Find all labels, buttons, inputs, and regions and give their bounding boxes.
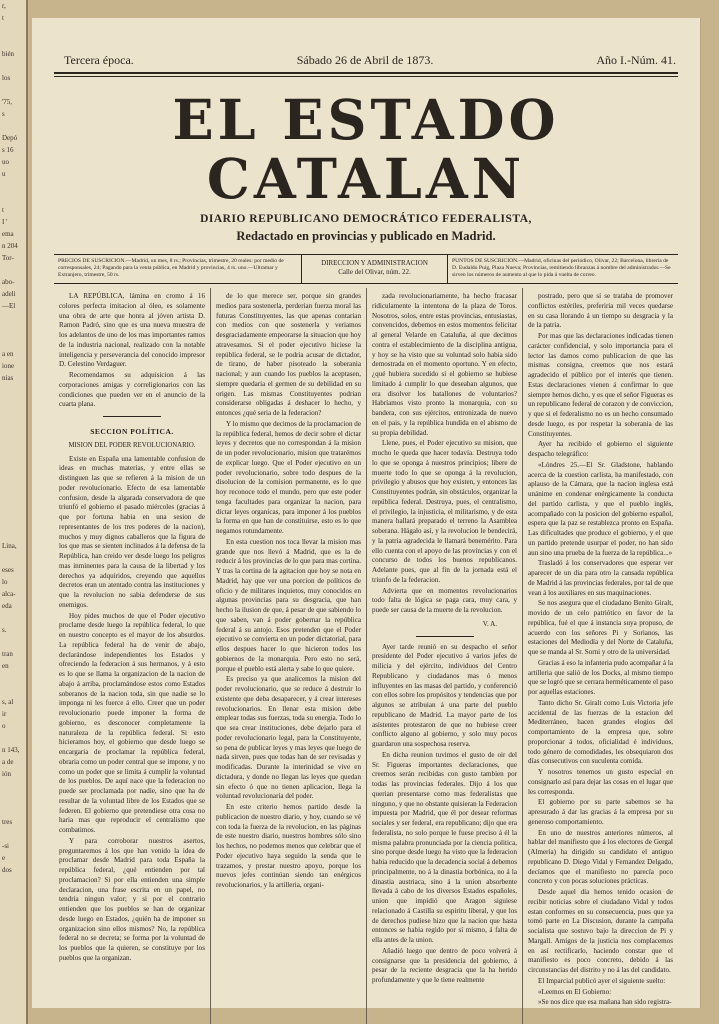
prev-page-fragment: t — [2, 14, 4, 22]
prev-page-fragment — [0, 900, 26, 912]
dateline — [42, 18, 690, 68]
article-paragraph: Y nosotros tenemos un gusto especial en consignarlo así para dejar las cosas en el lugar que les corresponda. — [528, 768, 673, 796]
prev-page-fragment: r, — [2, 2, 6, 10]
prev-page-fragment: t — [2, 206, 4, 214]
prev-page-fragment — [0, 36, 26, 48]
newspaper-page — [32, 18, 700, 1008]
article-paragraph: En dicha reunion tuvimos el gusto de oir del Sr. Figueras importantes declaraciones, que creemos serán recibidas con gusto tambien por todas las provincias federales. Dijo á los que querian presentarse como mas federalistas que ninguno, y que no obstante quisieran la Federacion impuesta por Madrid, que él por desear reformas sociales y ser federal, era republicano; dijo que era federalista, no solo porque le fuese preciso á él la misma palabra pronunciada por la ciencia politica, sino porque desde luego ha visto que la federacion habia reducido que la decadencia social á debemos principalmente, no á la dinastia borbónica, no á la dinastia austriaca, sino á la union absorbente llevada á cabo de los diversos Estados españoles, union que impidió que Aragon siguiese relacionado á Castilla su espiritu liberal, y que los de derechos pudiese hizo que la nacion que hasta entonces se habia regido por sí mismo, á falta de ella antes de la union. — [372, 750, 517, 944]
article-paragraph: LA REPÚBLICA, lámina en cromo á 16 colores perfecta imitacion al óleo, es solamente una obra de arte que honra al jóven artista D. Ramon Padró, sino que es una nueva muestra de los adelantos de uno de los mas importantes ramos de la industria nacional, realizado con la notable inteligencia y perseverancia del conocido impresor D. Celestino Verdaguer. — [59, 292, 205, 369]
prev-page-fragment — [0, 444, 26, 456]
previous-page-edge — [0, 0, 28, 1024]
prev-page-fragment — [0, 684, 26, 696]
prev-page-fragment — [0, 828, 26, 840]
prev-page-fragment — [0, 384, 26, 396]
issue-number: Año I.-Núm. 41. — [596, 53, 676, 67]
article-paragraph: Ayer tarde reunió en su despacho el señor presidente del Poder ejecutivo á varios jefes de milicia y del ejército, individuos del Centro Republicano y ciudadanos mas ó menos influyentes en las masas del partido, y conferenció con ellos sobre los propósitos y tendencias que por algunos se atribuian á una parte del pueblo republicano de Madrid. La mayor parte de los asistentes protestaron de que no hubiese creer conflicto alguno al gobierno, y solo muy pocos guardaron una sospechosa reserva. — [372, 642, 517, 748]
prev-page-fragment: ione — [2, 362, 15, 370]
article-paragraph: Añadió luego que dentro de poco volverá á consignarse que la presidencia del gobierno, á pesar de la reciente desgracia que la ha herido profundamente y que le tiene realmente — [372, 946, 517, 984]
prev-page-fragment — [0, 192, 26, 204]
prev-page-fragment: —El — [2, 302, 16, 310]
prev-page-fragment: adeli — [2, 290, 16, 298]
prev-page-fragment — [0, 24, 26, 36]
administration-box — [301, 255, 448, 283]
prev-page-fragment: ión — [2, 770, 11, 778]
prev-page-fragment — [0, 480, 26, 492]
article-paragraph: «Lóndres 25.—El Sr. Gladstone, hablando acerca de la cuestion carlista, ha manifestado, con aplauso de la Cámara, que la nacion inglesa está unánime en condenar enérgicamente la conducta del partido carlista, y que el pueblo inglés, acompañado con la posicion del gobierno español, espera que la paz se restablezca pronto en España. Las dificultades que produce el gobierno, y el que un partido pretende usurpar el poder, no han sido aun sino una prueba de la fuerza de la república...» — [528, 460, 673, 557]
prev-page-fragment: en — [2, 662, 9, 670]
prev-page-fragment: a de — [2, 758, 14, 766]
column-2 — [210, 288, 366, 1024]
prev-page-fragment — [0, 612, 26, 624]
prev-page-fragment — [0, 180, 26, 192]
prev-page-fragment — [0, 876, 26, 888]
article-paragraph: Existe en España una lamentable confusion de ideas en muchas materias, y entre ellas se distinguen las que se refieren á la mision de un poder revolucionario. Efecto de esa lamentable confusion, desde la algarada conservadora de que triunfó el gobierno el pasado miércoles (gracias á que por fortuna habia en una sesion de representantes de los tres poderes de la nacion), muchos y muy dignos caballeros que la figura de los que mas se sienten inclinados á la defensa de la República, han creido ver desde luego los peligros mas inminentes para la causa de la libertad y los derechos ya adquiridos, creyendo que aquellos decretos eran un atentado contra las instituciones y que la revolucion no sabia defenderse de sus enemigos. — [59, 454, 205, 609]
article-paragraph: Advierta que en momentos revolucionarios todo falta de lógica se paga cara, muy cara, y puede ser causa de la muerte de la revolucion. — [372, 586, 517, 614]
prev-page-fragment — [0, 732, 26, 744]
masthead-subtitle: DIARIO REPUBLICANO DEMOCRÁTICO FEDERALISTA, — [200, 213, 532, 225]
prev-page-fragment: u — [2, 170, 6, 178]
prev-page-fragment: alca- — [2, 590, 16, 598]
prev-page-fragment: tres — [2, 818, 13, 826]
article-paragraph: Y lo mismo que decimos de la proclamacion de la república federal, hemos de decir sobre el dictar leyes y decretos que no correspondan á la mision de un poder revolucionario, mision que tratarémos de explicar luego. Que el Poder ejecutivo en un poder revolucionario, sobre todo despues de la disolucion de la comision permanente, es lo que hoy reconoce todo el mundo, pero que este poder tenga facultades para organizar la nacion, para dictar leyes organicas, para imponer á los pueblos la forma en que han de constituirse, esto es lo que negamos rotundamente. — [216, 419, 361, 535]
prev-page-fragment — [0, 792, 26, 804]
subscription-points: PUNTOS DE SUSCRICION.—Madrid, oficinas del periódico, Olivar, 22; Barcelona, librería de D. Eudaldo Puig, Plaza Nueva; Provincias, remitiendo libranzas á nombre del administrador.—Se sirven los números de aumento al que lo pida á vuelta de correo. — [452, 258, 671, 278]
prev-page-fragment: lo — [2, 578, 8, 586]
column-3 — [366, 288, 522, 1024]
prev-page-fragment — [0, 396, 26, 408]
prev-page-fragment — [0, 312, 26, 324]
article-paragraph: de lo que merece ser, porque sin grandes medios para sostenerla, perderian fuerza moral las futuras Constituyentes, las que apenas contarian con medios con que sostenerla y veriamos desgraciadamente empeorarse la situacion que hoy atravesamos. Si el poder ejecutivo hiciese la república federal, se le podria acusar de dictador, de tirano, de haber pisoteado la soberania nacional; y aun cuando los pueblos la aceptasen, siempre quedaria el germen de su debilidad en su origen. Las mismas Constituyentes podrian considerarse obligadas á deshacer lo hecho, y entonces ¿qué seria de la federacion? — [216, 292, 361, 417]
header-rule — [54, 72, 678, 74]
prev-page-fragment: uo — [2, 158, 9, 166]
prev-page-fragment — [0, 336, 26, 348]
article-paragraph: postrado, pero que sí se trataba de promover conflictos estériles, preferiria mil veces quedarse en su casa llorando á un tiempo su desgracia y la de la patria. — [528, 292, 673, 330]
prev-page-fragment: -si — [2, 842, 9, 850]
prev-page-fragment: abo- — [2, 278, 15, 286]
prev-page-fragment — [0, 492, 26, 504]
prev-page-fragment: Lina, — [2, 542, 17, 550]
header-rule-thin — [54, 76, 678, 77]
prev-page-fragment — [0, 528, 26, 540]
prev-page-fragment — [0, 672, 26, 684]
article-paragraph: Ayer ha recibido el gobierno el siguiente despacho telegráfico: — [528, 440, 673, 458]
article-heading: MISION DEL PODER REVOLUCIONARIO. — [68, 441, 196, 449]
prev-page-fragment: nias — [2, 374, 14, 382]
article-paragraph: Hoy pides muchos de que el Poder ejecutivo proclame desde luego la república federal, lo que en nuestro concepto es el mayor de los absurdos. La república federal ha de venir de abajo, declarándose independientes los Estados y ofreciendo la federacion á sus hermanos, y á esto es lo que se llama la organizacion de la nacion de abajo á arriba, proclamándose estos como Estados soberanos de la nacion toda, sin que nadie se lo imponga ni les fuerce á ello. Creer que un poder revolucionario puede imponer la forma de gobierno, es desconocer completamente la naturaleza de la república federal. Si esto hicieramos hoy, el gobierno que desde luego se encargaria de proclamar la república federal, obraria como un poder central que se impone, y no como un poder que se limita á cumplir la voluntad de los pueblos. De aquí nace que la federacion no puede ser proclamada por nadie, sino que ha de resultar de la voluntad libre de los Estados que se federen. El gobierno que pretendiese otra cosa no haria mas que reproducir el centralismo que combatimos. — [59, 611, 205, 834]
article-paragraph: En esta cuestion nos toca llevar la mision mas grande que nos llevó á Madrid, que es la de reducir á los provincias de lo que para mas cortina. Y tras la cortina de la agitacion que hoy se nota en Madrid, hay que ver una porcion de políticos de oficio y de militares inquietos, muy conocidos en algunas provincias para su desgracia, que han hecho la ilusion de que, á pesar de que sabiendo lo que saben, van á poder gobernar la república federal á su antojo. Esos pretenden que el Poder ejecutivo se convierta en un poder dictatorial, para ellos despues hacer lo que hicieron todos los gobiernos de la monarquia. Pero esto no será, porque el pueblo está alerta y sabe lo que quiere. — [216, 537, 361, 673]
prev-page-fragment: los — [2, 74, 11, 82]
prev-page-fragment — [0, 120, 26, 132]
section-title: SECCION POLÍTICA. — [90, 427, 174, 436]
prev-page-fragment: I ' — [2, 218, 8, 226]
prev-page-fragment — [0, 636, 26, 648]
prev-page-fragment: s, al — [2, 698, 14, 706]
prev-page-fragment: '75, — [2, 98, 13, 106]
prev-page-fragment — [0, 780, 26, 792]
article-paragraph: Trasladó á los conservadores que esperar ver aparecer de un dia para otro la cansada república de Madrid á las provincias federales, por tal de que vean á los auxiliares en sus maquinaciones. — [528, 559, 673, 597]
prev-page-fragment — [0, 516, 26, 528]
column-divider-rule — [103, 416, 161, 417]
article-paragraph: Recomendamos su adquisicion á las corporaciones amigas y correligionarios con las condiciones que pueden ver en el anuncio de la cuarta plana. — [59, 371, 205, 409]
prev-page-fragment: s. — [2, 626, 7, 634]
prev-page-fragment — [0, 432, 26, 444]
prev-page-fragment — [0, 888, 26, 900]
article-paragraph: Gracias á eso la infanteria pudo acompañar á la artilleria que salió de los Docks, al mismo tiempo que se logró que se cerrara herméticamente el paso por aquellas estaciones. — [528, 658, 673, 696]
prev-page-fragment: Depó — [2, 134, 18, 142]
prev-page-fragment: Tor- — [2, 254, 14, 262]
article-paragraph: «Leemos en El Gobierno: — [538, 987, 612, 996]
prev-page-fragment — [0, 264, 26, 276]
article-paragraph: Por mas que las declaraciones indicadas tienen carácter confidencial, y solo importancia para el lector las damos como publicacion de que las mismas consigna, creemos que nos estará agradecido el público por el interés que tienen. Estas declaraciones vienen á confirmar lo que siempre hemos dicho, y es que el señor Figueras es un republicano federal de corazon y de conviccion, y que si el federalismo no es un hecho consumado desde luego, es por respetar la soberania de las Constituyentes. — [528, 332, 673, 438]
article-paragraph: Y para corroborar nuestros asertos, preguntaremos á los que han venido la idea de proclamar desde Madrid para toda España la república federal, ¿qué entienden por tal proclamacion? Si por ella entienden una simple declaracion, una frase escrita en un papel, no tendria ningun valor; y si por el contrario entienden que los pueblos se han de organizar desde luego en Estados, ¿quién ha de imponer su organizacion sino ellos mismos? No, la república federal no se decreta; se forma por la voluntad de los pueblos que la quieren, se constituye por los pueblos que la organizan. — [59, 836, 205, 962]
article-paragraph: Se nos asegura que el ciudadano Benito Giralt, movido de un celo patriótico en favor de la república, fué el que á instancia suya propuso, de acuerdo con los señores Pi y Sorianos, las estaciones del Mediodía y del Norte de Cataluña, que se manda al Sr. Sorni y otro de la universidad. — [528, 599, 673, 656]
issue-date: Sábado 26 de Abril de 1873. — [296, 53, 434, 67]
prev-page-fragment — [0, 924, 26, 936]
prev-page-fragment: tran — [2, 650, 13, 658]
prev-page-fragment: dos — [2, 866, 12, 874]
prev-page-fragment — [0, 552, 26, 564]
prev-page-fragment: e — [2, 854, 6, 862]
prev-page-fragment: n 204 — [2, 242, 18, 250]
masthead-tagline: Redactado en provincias y publicado en Madrid. — [236, 229, 496, 243]
administration-title: DIRECCION Y ADMINISTRACION — [321, 259, 428, 267]
subscription-prices: PRECIOS DE SUSCRICION.—Madrid, un mes, 8 rs.; Provincias, trimestre, 20 reales: por medio de corresponsales, 24; Pagando para la venta pública, en Madrid y provincias, 4 rs. uno.—Ultramar y Extranjero, trimestre, 50 rs. — [58, 258, 284, 278]
article-paragraph: Desde aquel día hemos tenido ocasion de recibir noticias sobre el ciudadano Vidal y todos estan conformes en su consecuencia, pues que ya tomó parte en La Discusion, durante la campaña socialista que sostuvo bajo la direccion de Pi y Margall. Amigos de la justicia nos complacemos en así rectificarlo, haciendo constar que el manifiesto es poco concreto, debido á las circunstancias del distrito y no á las del candidato. — [528, 888, 673, 974]
prev-page-fragment: bién — [2, 50, 15, 58]
prev-page-fragment: s — [2, 110, 5, 118]
prev-page-fragment — [0, 324, 26, 336]
prev-page-fragment — [0, 84, 26, 96]
prev-page-fragment: s 16 — [2, 146, 14, 154]
prev-page-fragment: n 143, — [2, 746, 20, 754]
article-paragraph: El gobierno por su parte sabemos se ha apresurado á dar las gracias á la empresa por su generoso comportamiento. — [528, 798, 673, 826]
prev-page-fragment: ir — [2, 710, 7, 718]
article-signature: V. A. — [482, 619, 497, 628]
subscription-infobar — [54, 254, 678, 284]
prev-page-fragment — [0, 456, 26, 468]
prev-page-fragment — [0, 420, 26, 432]
article-paragraph: zada revolucionariamente, ha hecho fracasar ridiculamente la intentona de la plaza de Toros. Nosotros, solos, entre estas provincias, entusiastas, convencidos, debemos en estos momentos felicitar al general Velarde en Cataluña, al que decimos contra el establecimiento de la disciplina antigua, y hoy se ha visto que su voluntad solo habia sido demostrada en el momento oportuno. Y en efecto, ¿qué hubiera sucedido si el gobierno se hubiese limitado á cumplir lo que deseaban algunos, que era disolver los batallones de voluntarios? Habríamos visto pronto la monarquía, con su bandera, con sus ejércitos, entronizada de nuevo en el pais, y la república hundida en el abismo de su propia debilidad. — [372, 292, 517, 437]
article-paragraph: Llene, pues, el Poder ejecutivo su mision, que mucho le queda que hacer todavía. Destruya todo lo que se oponga á nuestros principios; libere de muerte todo lo que se oponga á la revolucion, privilegio y abusos que hoy existen, y entonces las Constituyentes podrán, sin obstáculos, organizar la república federal. Destruya, pues, el centralismo, el privilegio, la injusticia, el militarismo, y de esta manera hallará preparado el terreno la Asamblea soberana. Hágalo así, y la revolucion le bendecirá, y la patria agradecida le llamará benemérito. Para ello cuenta con el apoyo de las provincias y con el concurso de todos los buenos republicanos. Adelante pues, que al fin de la jornada está el triunfo de la federacion. — [372, 439, 517, 584]
masthead-title: EL ESTADO CATALAN — [172, 86, 560, 212]
prev-page-fragment — [0, 912, 26, 924]
column-1 — [54, 288, 210, 1024]
prev-page-fragment — [0, 804, 26, 816]
article-paragraph: En uno de nuestros anteriores números, al hablar del manifiesto que á los electores de Gergal (Almería) ha dirigido su candidato el antiguo republicano D. Diego Vidal y Fernandez Delgado, decíamos que el manifiesto no parecía poco concreto y con pocas soluciones prácticas. — [528, 828, 673, 886]
epoch-label: Tercera época. — [64, 53, 134, 67]
article-paragraph: Tanto dicho Sr. Giralt como Luis Victoria jefe accidental de las fuerzas de la estacion del Mediterráneo, hacen grandes elogios del comportamiento de la empresa que, sobre proporcionar á todos, oficialidad é individuos, todo género de comodidades, les obsequiaron dos días consecutivos con suculenta comida. — [528, 698, 673, 766]
prev-page-fragment: o — [2, 722, 6, 730]
article-paragraph: »Se nos dice que esa mañana han sido registra- — [538, 998, 672, 1007]
prev-page-fragment — [0, 504, 26, 516]
prev-page-fragment: eda — [2, 602, 12, 610]
article-paragraph: En este criterio hemos partido desde la publicacion de nuestro diario, y hoy, cuando se vé con toda la fuerza de la revolucion, en las páginas de este nuestro diario, nuestros hombres sólo sino los hechos, no podemos menos que celebrar que el Poder ejecutivo haya seguido la senda que le trazamos, y prestar nuestro apoyo, porque los nuevos jefes continúan siendo tan enérgicos revolucionarios, y la artilleria, organi- — [216, 803, 361, 889]
prev-page-fragment: a en — [2, 350, 14, 358]
column-divider-rule — [416, 636, 474, 637]
column-4 — [522, 288, 678, 1024]
prev-page-fragment — [0, 408, 26, 420]
prev-page-fragment — [0, 468, 26, 480]
administration-address: Calle del Olivar, núm. 22. — [338, 268, 411, 276]
prev-page-fragment — [0, 60, 26, 72]
article-columns — [54, 288, 678, 1024]
article-paragraph: El Imparcial publicó ayer el siguiente suelto: — [538, 976, 666, 985]
prev-page-fragment: eses — [2, 566, 14, 574]
article-paragraph: Es preciso ya que analicemos la mision del poder revolucionario, que se reduce á destruir lo existente que deba desaparecer, y á crear intereses revolucionarios. En llenar esta mision debe emplear todas sus fuerzas, toda su energia. Todo lo que sea crear instituciones, debe dejarlo para el poder revolucionario legal, para la Constituyente, so pena de publicar leyes y mas leyes que luego de nada sirven, pues que todas han de ser revisadas y modificadas. Durante la interinidad se vive en dictadura, y donde no llegan las leyes que quedan sin efecto ó que no tienen aplicacion, llega la voluntad revolucionaria del poder. — [216, 675, 361, 801]
prev-page-fragment: ema — [2, 230, 14, 238]
